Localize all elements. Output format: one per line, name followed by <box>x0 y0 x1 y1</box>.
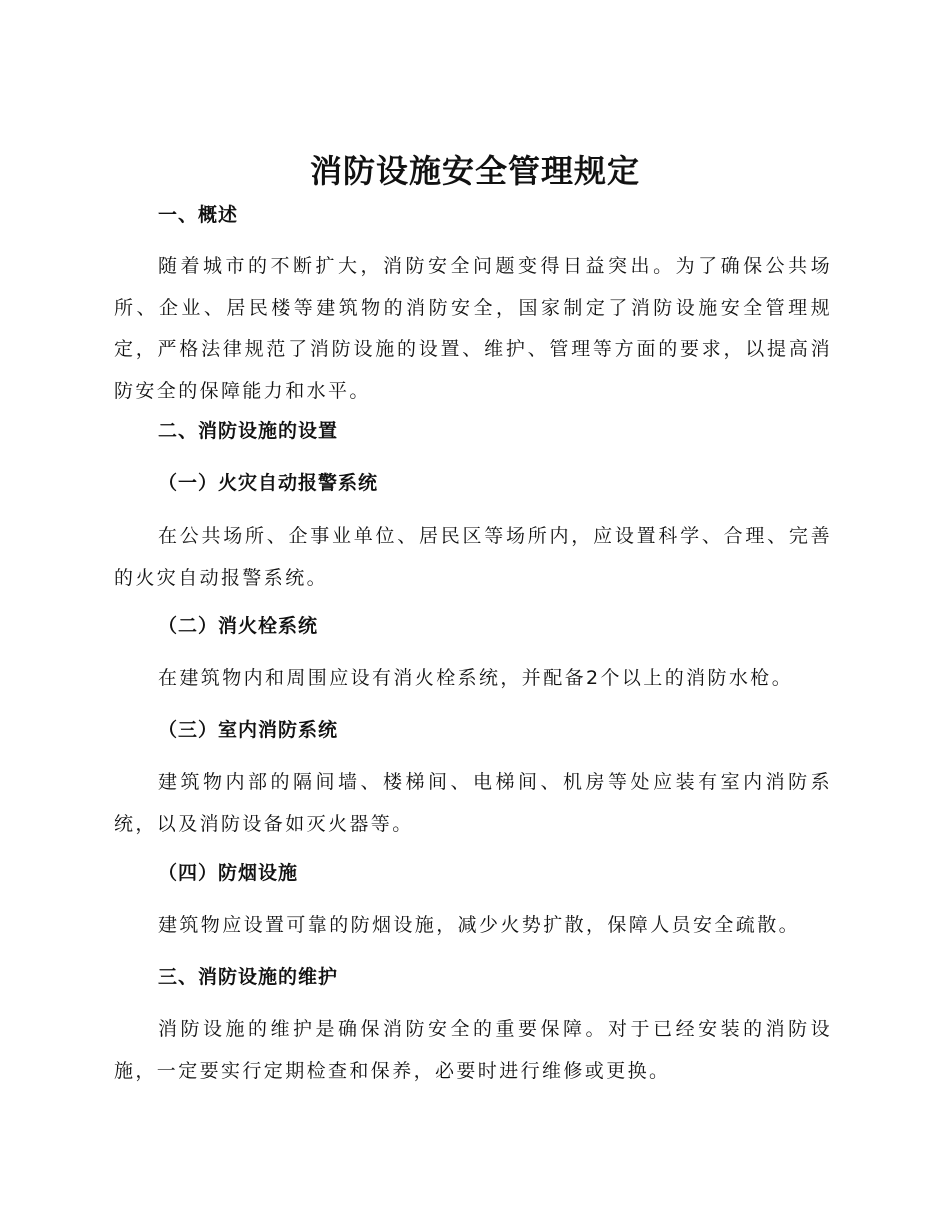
fire-alarm-paragraph: 在公共场所、企事业单位、居民区等场所内，应设置科学、合理、完善的火灾自动报警系统。 <box>114 525 832 589</box>
page-title: 消防设施安全管理规定 <box>309 152 640 190</box>
subsection-heading-hydrant: （二）消火栓系统 <box>158 615 319 637</box>
section-heading-setup: 二、消防设施的设置 <box>158 420 339 442</box>
subsection-heading-indoor: （三）室内消防系统 <box>158 719 339 741</box>
hydrant-paragraph: 在建筑物内和周围应设有消火栓系统，并配备2个以上的消防水枪。 <box>158 667 794 689</box>
maintenance-paragraph: 消防设施的维护是确保消防安全的重要保障。对于已经安装的消防设施，一定要实行定期检查和保养，必要时进行维修或更换。 <box>114 1018 832 1082</box>
section-heading-overview: 一、概述 <box>158 204 239 226</box>
smoke-paragraph: 建筑物应设置可靠的防烟设施，减少火势扩散，保障人员安全疏散。 <box>158 914 801 936</box>
section-heading-maintenance: 三、消防设施的维护 <box>158 966 339 988</box>
subsection-heading-fire-alarm: （一）火灾自动报警系统 <box>158 472 379 494</box>
indoor-paragraph: 建筑物内部的隔间墙、楼梯间、电梯间、机房等处应装有室内消防系统，以及消防设备如灭火器等。 <box>114 771 832 835</box>
subsection-heading-smoke: （四）防烟设施 <box>158 862 299 884</box>
overview-paragraph: 随着城市的不断扩大，消防安全问题变得日益突出。为了确保公共场所、企业、居民楼等建筑物的消防安全，国家制定了消防设施安全管理规定，严格法律规范了消防设施的设置、维护、管理等方面的要求，以提高消防安全的保障能力和水平。 <box>114 255 832 402</box>
